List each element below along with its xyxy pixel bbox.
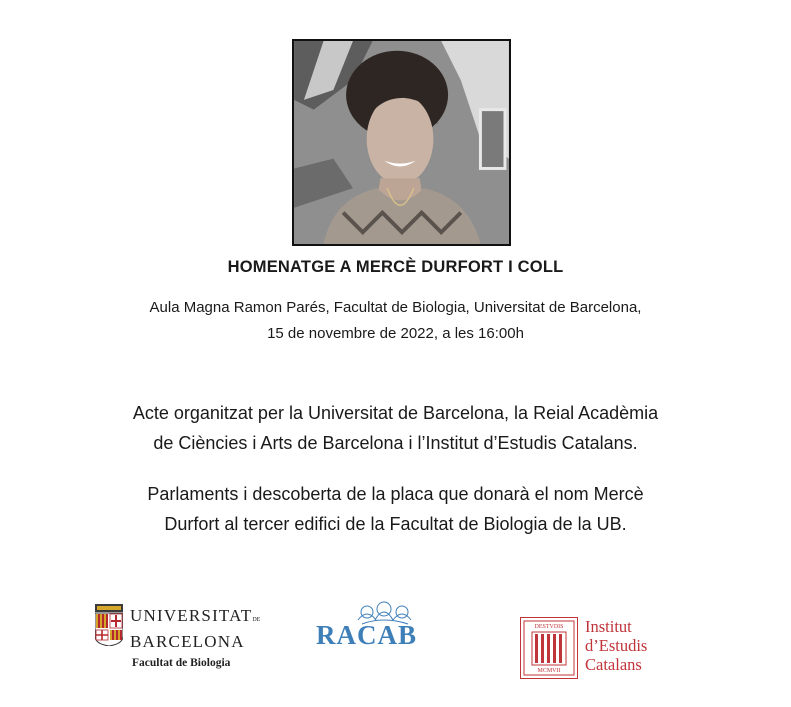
ub-faculty: Facultat de Biologia [132,657,231,669]
ub-shield-icon [95,604,123,646]
date-line: 15 de novembre de 2022, a les 16:00h [267,325,524,342]
iec-line1: Institut [585,617,632,636]
iec-logo [520,617,695,685]
event-title: HOMENATGE A MERCÈ DURFORT I COLL [227,258,564,276]
program-line: Parlaments i descoberta de la placa que donarà el nom Mercè [147,484,644,504]
ub-name-line2: BARCELONA [130,632,245,651]
svg-text:DESTVDIS: DESTVDIS [534,624,564,630]
iec-line3: Catalans [585,655,642,674]
program-line: Durfort al tercer edifici de la Facultat de Biologia de la UB. [164,514,627,534]
ub-name-line1: UNIVERSITAT [130,606,253,625]
iec-wordmark [585,617,647,674]
racab-wordmark: RACAB [316,620,418,650]
racab-logo [312,598,462,658]
organizers-line: Acte organitzat per la Universitat de Barcelona, la Reial Acadèmia [132,403,659,423]
venue-line: Aula Magna Ramon Parés, Facultat de Biologia, Universitat de Barcelona, [149,299,642,316]
ub-logo [95,602,265,677]
program-paragraph [0,479,791,539]
ub-name-small: DE [252,617,261,623]
organizers-line: de Ciències i Arts de Barcelona i l’Institut d’Estudis Catalans. [153,433,638,453]
iec-seal-icon [520,617,578,679]
svg-text:MCMVII: MCMVII [537,668,561,674]
portrait-photo [292,39,511,246]
organizers-paragraph [0,398,791,458]
iec-line2: d’Estudis [585,636,648,655]
ub-wordmark [130,605,260,652]
venue-block [0,295,791,347]
